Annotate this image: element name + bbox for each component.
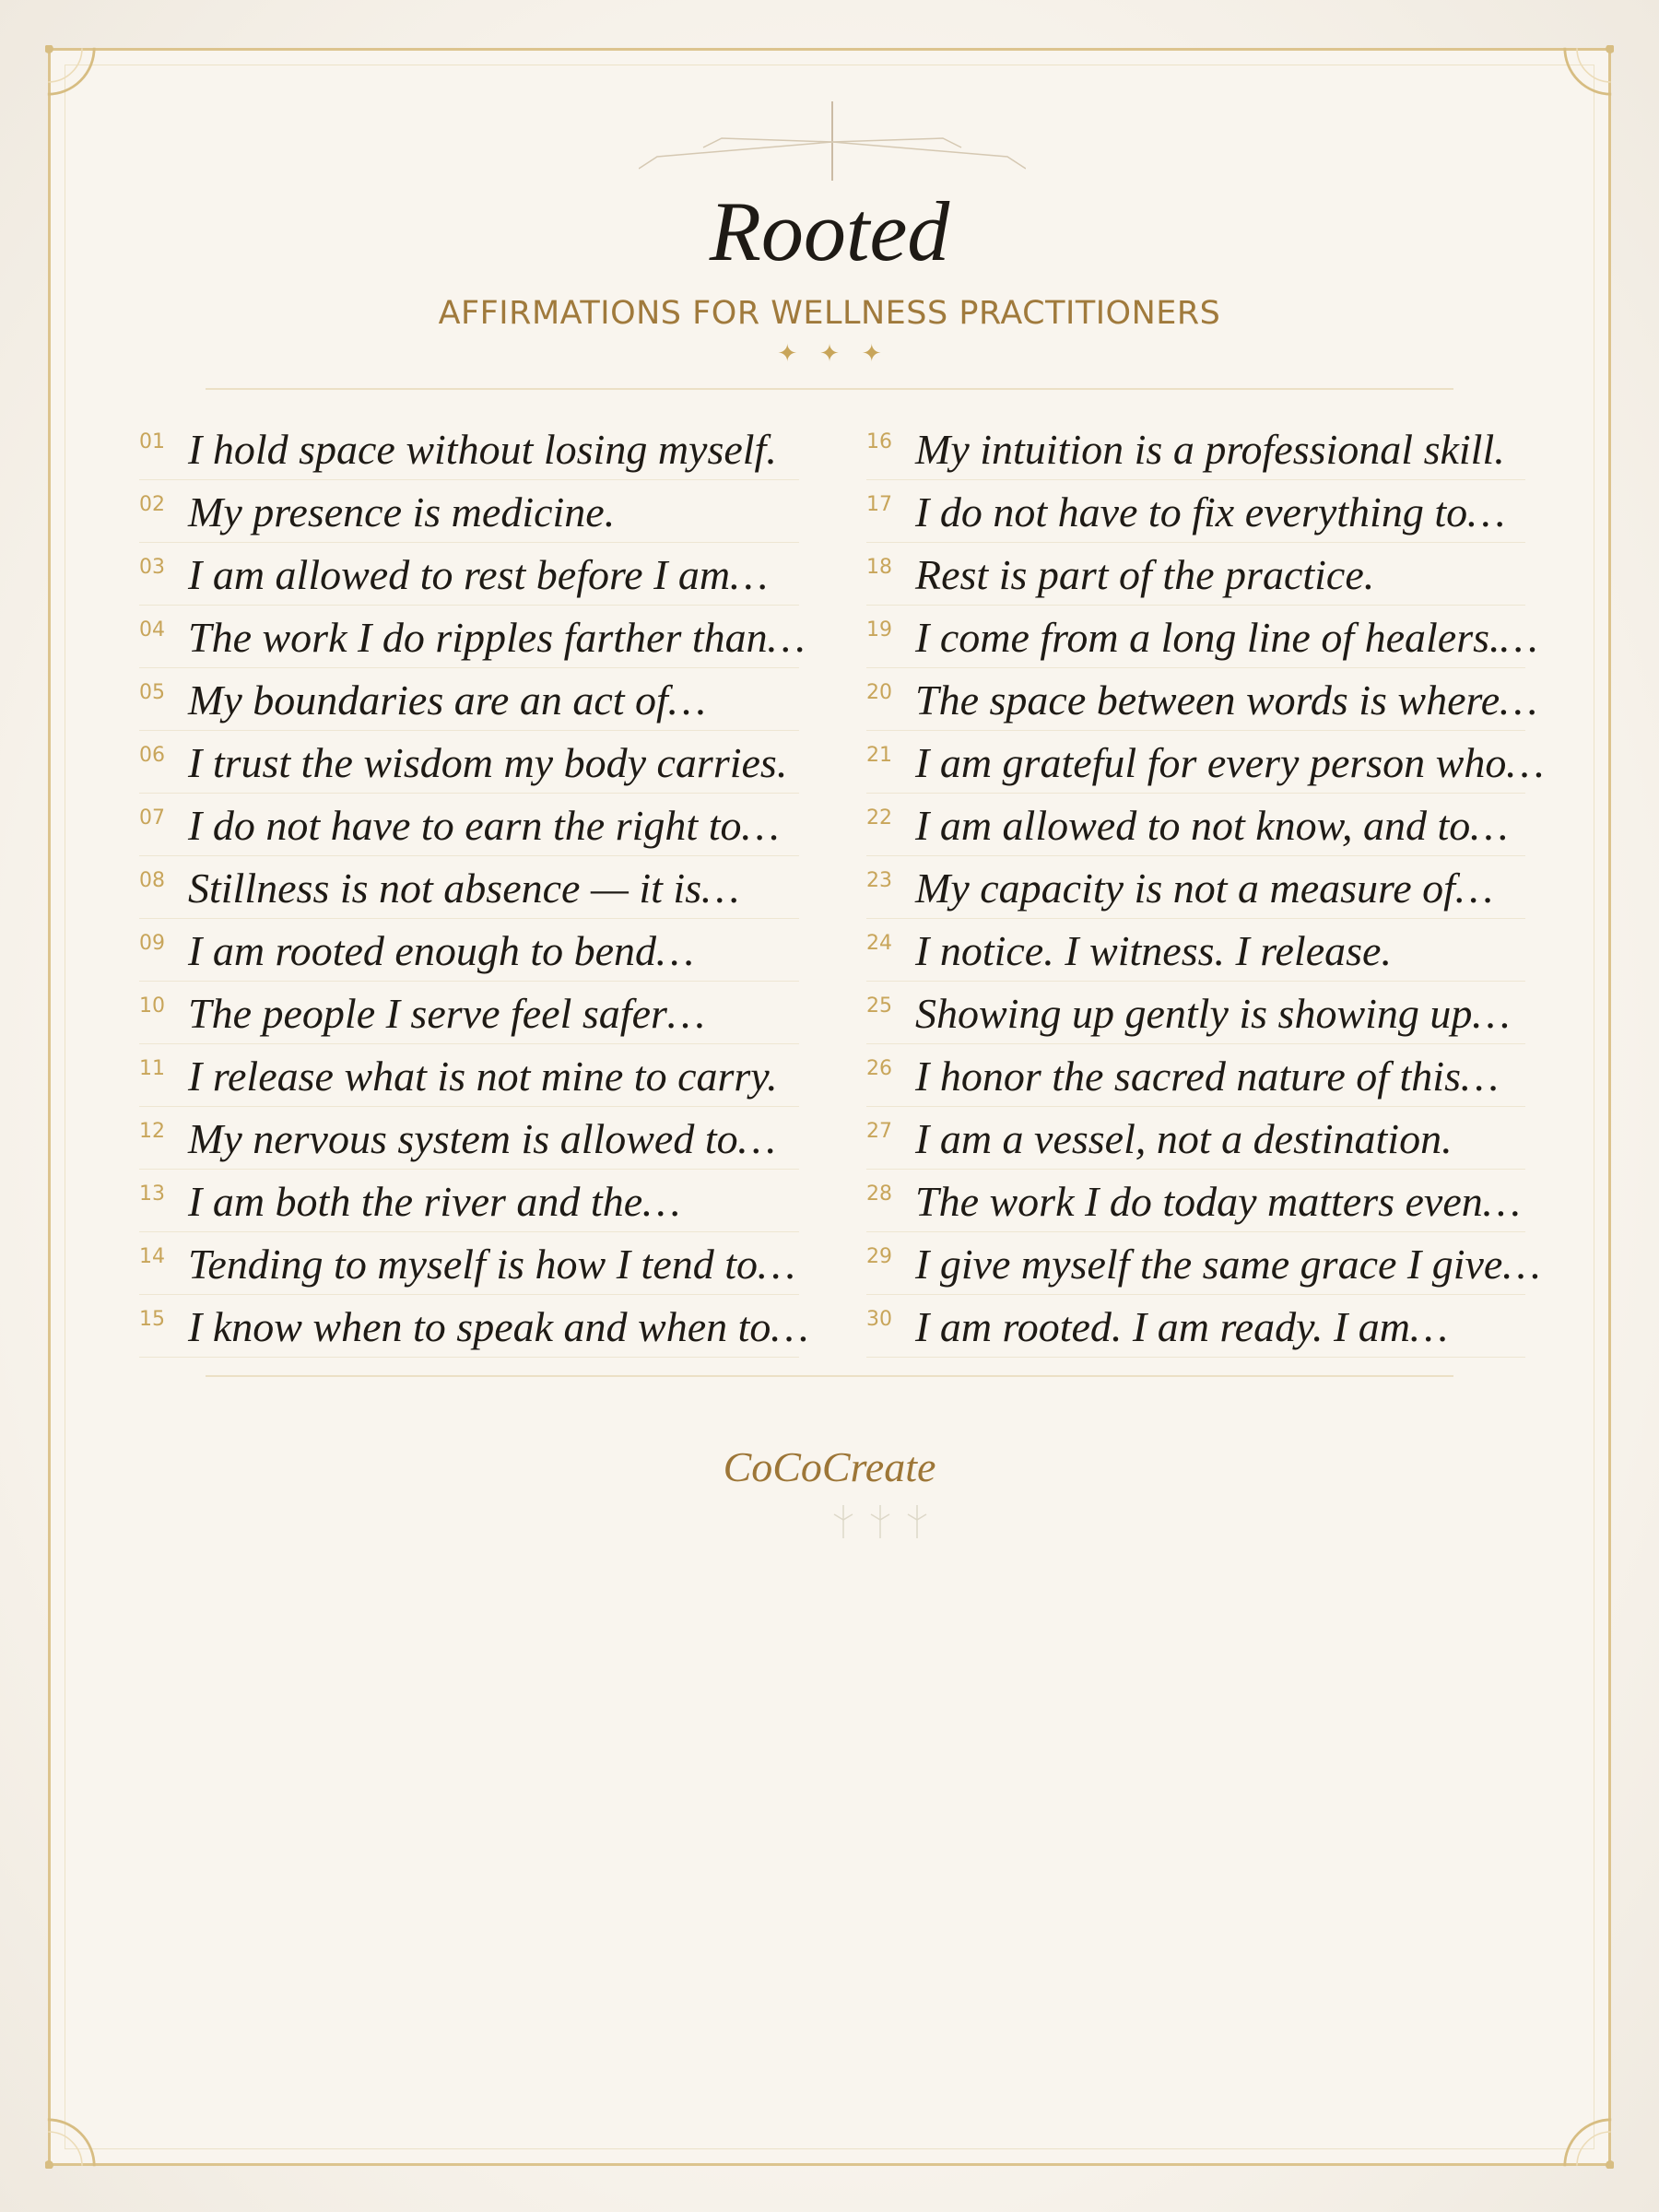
- affirmation-number: 29: [866, 1245, 892, 1268]
- affirmation-number: 10: [139, 994, 165, 1018]
- affirmation-text: My boundaries are an act of…: [188, 677, 706, 724]
- affirmation-number: 20: [866, 681, 892, 704]
- affirmation-item: [139, 418, 799, 480]
- affirmation-text: I am rooted enough to bend…: [188, 927, 694, 974]
- corner-ornament-icon: [45, 45, 119, 119]
- footer-divider: [206, 1375, 1453, 1377]
- affirmation-item: [866, 543, 1525, 606]
- branch-ornament-icon: [639, 101, 1026, 184]
- affirmation-item: [866, 418, 1525, 480]
- affirmation-text: The people I serve feel safer…: [188, 990, 705, 1037]
- affirmation-text: I give myself the same grace I give…: [915, 1241, 1541, 1288]
- affirmation-text: Showing up gently is showing up…: [915, 990, 1511, 1037]
- affirmation-item: [866, 480, 1525, 543]
- affirmation-text: Rest is part of the practice.: [915, 551, 1375, 598]
- affirmation-number: 04: [139, 618, 165, 641]
- affirmation-number: 09: [139, 932, 165, 955]
- affirmation-item: [866, 668, 1538, 731]
- affirmation-item: [866, 1295, 1525, 1358]
- affirmation-text: I notice. I witness. I release.: [915, 927, 1392, 974]
- header-divider: [206, 388, 1453, 390]
- affirmation-text: I am allowed to not know, and to…: [915, 802, 1509, 849]
- affirmation-number: 30: [866, 1308, 892, 1331]
- affirmation-column-left: [139, 418, 809, 1358]
- affirmation-item: [139, 1295, 809, 1358]
- affirmation-number: 01: [139, 430, 165, 453]
- affirmation-number: 13: [139, 1182, 165, 1206]
- affirmation-number: 08: [139, 869, 165, 892]
- affirmation-number: 07: [139, 806, 165, 830]
- affirmation-text: Tending to myself is how I tend to…: [188, 1241, 795, 1288]
- affirmation-number: 25: [866, 994, 892, 1018]
- affirmation-item: [139, 1232, 799, 1295]
- affirmation-number: 21: [866, 744, 892, 767]
- affirmation-item: [866, 1044, 1525, 1107]
- affirmation-number: 02: [139, 493, 165, 516]
- affirmation-column-right: [866, 418, 1545, 1358]
- affirmation-item: [866, 606, 1538, 668]
- affirmation-item: [139, 543, 799, 606]
- affirmation-number: 17: [866, 493, 892, 516]
- affirmation-text: I trust the wisdom my body carries.: [188, 739, 788, 786]
- page-subtitle: AFFIRMATIONS FOR WELLNESS PRACTITIONERS: [438, 295, 1221, 332]
- corner-ornament-icon: [1540, 45, 1614, 119]
- affirmation-text: My capacity is not a measure of…: [915, 865, 1493, 912]
- affirmation-sheet: [48, 48, 1611, 2166]
- affirmation-number: 11: [139, 1057, 165, 1080]
- affirmation-item: [866, 1170, 1525, 1232]
- page-title: Rooted: [709, 184, 950, 278]
- affirmation-number: 23: [866, 869, 892, 892]
- affirmation-number: 19: [866, 618, 892, 641]
- affirmation-text: The work I do ripples farther than…: [188, 614, 806, 661]
- affirmation-number: 18: [866, 556, 892, 579]
- affirmation-item: [139, 480, 799, 543]
- affirmation-item: [866, 856, 1525, 919]
- affirmation-item: [866, 919, 1525, 982]
- affirmation-number: 14: [139, 1245, 165, 1268]
- affirmation-item: [139, 794, 799, 856]
- affirmation-number: 12: [139, 1120, 165, 1143]
- affirmation-text: My intuition is a professional skill.: [915, 426, 1505, 473]
- affirmation-text: I come from a long line of healers.…: [915, 614, 1538, 661]
- affirmation-item: [139, 982, 799, 1044]
- affirmation-columns: [139, 418, 1545, 1358]
- corner-ornament-icon: [45, 2095, 119, 2169]
- brand-signature: CoCoCreate: [723, 1443, 936, 1490]
- affirmation-text: I honor the sacred nature of this…: [915, 1053, 1499, 1100]
- affirmation-item: [866, 794, 1525, 856]
- affirmation-number: 05: [139, 681, 165, 704]
- corner-ornament-icon: [1540, 2095, 1614, 2169]
- affirmation-item: [866, 982, 1525, 1044]
- affirmation-number: 16: [866, 430, 892, 453]
- affirmation-number: 22: [866, 806, 892, 830]
- affirmation-text: Stillness is not absence — it is…: [188, 865, 739, 912]
- affirmation-number: 15: [139, 1308, 165, 1331]
- affirmation-item: [139, 1170, 799, 1232]
- affirmation-number: 28: [866, 1182, 892, 1206]
- affirmation-text: I am rooted. I am ready. I am…: [915, 1303, 1448, 1350]
- affirmation-item: [139, 1107, 799, 1170]
- affirmation-text: My presence is medicine.: [188, 488, 616, 535]
- affirmation-text: I release what is not mine to carry.: [188, 1053, 778, 1100]
- affirmation-item: [866, 1232, 1541, 1295]
- affirmation-text: I know when to speak and when to…: [188, 1303, 809, 1350]
- affirmation-item: [139, 1044, 799, 1107]
- affirmation-item: [139, 606, 806, 668]
- sprig-ornament-icon: [832, 1505, 928, 1538]
- affirmation-item: [866, 1107, 1525, 1170]
- affirmation-text: The space between words is where…: [915, 677, 1538, 724]
- affirmation-number: 03: [139, 556, 165, 579]
- affirmation-text: I do not have to fix everything to…: [915, 488, 1506, 535]
- affirmation-text: I do not have to earn the right to…: [188, 802, 780, 849]
- affirmation-text: The work I do today matters even…: [915, 1178, 1521, 1225]
- affirmation-item: [139, 731, 799, 794]
- affirmation-text: I am allowed to rest before I am…: [188, 551, 769, 598]
- affirmation-number: 27: [866, 1120, 892, 1143]
- affirmation-number: 06: [139, 744, 165, 767]
- affirmation-number: 24: [866, 932, 892, 955]
- affirmation-item: [139, 919, 799, 982]
- affirmation-text: I am grateful for every person who…: [915, 739, 1545, 786]
- affirmation-text: I am both the river and the…: [188, 1178, 681, 1225]
- affirmation-text: I am a vessel, not a destination.: [915, 1115, 1453, 1162]
- affirmation-item: [139, 856, 799, 919]
- affirmation-item: [866, 731, 1545, 794]
- affirmation-number: 26: [866, 1057, 892, 1080]
- affirmation-text: My nervous system is allowed to…: [188, 1115, 776, 1162]
- affirmation-text: I hold space without losing myself.: [188, 426, 777, 473]
- sparkle-divider-icon: ✦✦✦: [777, 340, 904, 368]
- affirmation-item: [139, 668, 799, 731]
